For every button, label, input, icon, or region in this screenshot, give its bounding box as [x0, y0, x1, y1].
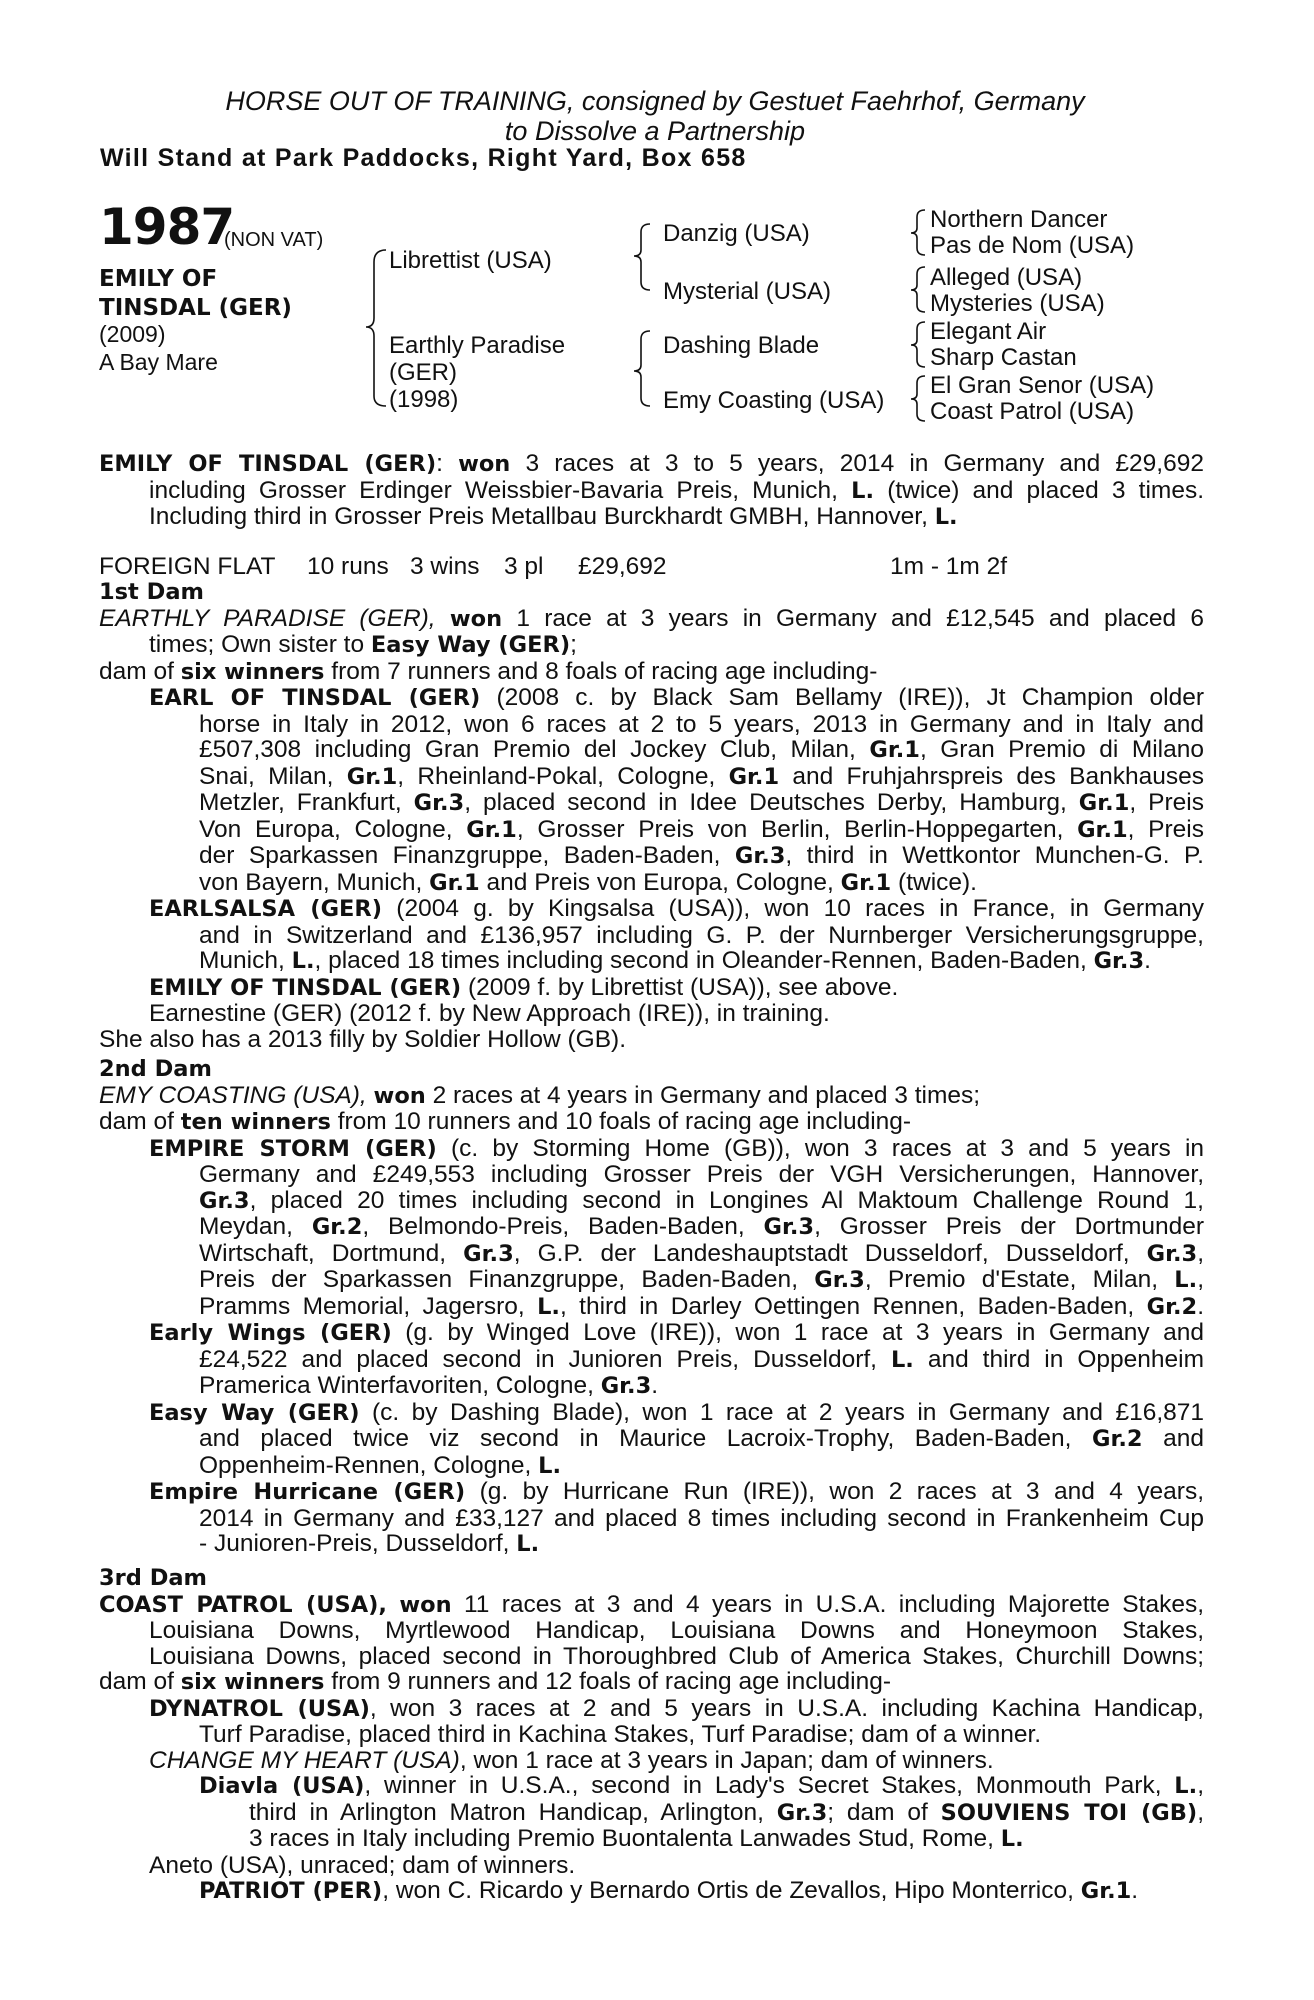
- group-mark: Gr.1: [1080, 1878, 1132, 1904]
- won-label: won: [458, 451, 511, 477]
- produce-line: [99, 1373, 1204, 1400]
- dam-line: [99, 606, 1204, 633]
- produce-line: Aneto (USA), unraced; dam of winners.: [149, 1851, 576, 1879]
- produce-text: £507,308 including Gran Premio del Jockey Club, Milan,: [199, 736, 856, 763]
- group-mark: Gr.1: [728, 763, 780, 790]
- brace-gen2-bottom: [634, 331, 650, 406]
- produce-name: EARL OF TINSDAL (GER): [149, 685, 481, 711]
- brace-gen1: [366, 250, 386, 406]
- dam-text: from 9 runners and 12 foals of racing age including-: [331, 1668, 892, 1695]
- produce-line: [99, 896, 1204, 923]
- produce-line: [99, 1800, 1204, 1827]
- listed-mark: L.: [890, 1346, 914, 1373]
- produce-text: , third in Darley Oettingen Rennen, Baden-Baden,: [559, 1292, 1135, 1320]
- produce-name: EARLSALSA (GER): [149, 896, 383, 922]
- listed-mark: L.: [1174, 1773, 1198, 1799]
- produce-text: Oppenheim-Rennen, Cologne,: [199, 1451, 532, 1479]
- pedigree-sire-sire: Danzig (USA): [663, 220, 810, 247]
- winners-count: six winners: [180, 1669, 325, 1695]
- produce-name: SOUVIENS TOI (GB): [940, 1799, 1198, 1826]
- header-partnership: to Dissolve a Partnership: [504, 116, 806, 146]
- produce-line: [99, 975, 1204, 1002]
- produce-text: Wirtschaft, Dortmund,: [199, 1239, 447, 1267]
- section-title: 1st Dam: [99, 579, 204, 605]
- dam-text: dam of: [99, 1668, 174, 1695]
- record-text: Including third in Grosser Preis Metallbau Burckhardt GMBH, Hannover,: [149, 503, 928, 530]
- pedigree-dam-line3: (1998): [389, 386, 459, 413]
- dam-line: [99, 1083, 1204, 1110]
- produce-line: [99, 1479, 1204, 1506]
- brace-gen3-d: [911, 376, 925, 421]
- dam-line: [99, 659, 1204, 686]
- dam-line: [99, 1592, 1204, 1619]
- dam-text: times; Own sister to: [149, 631, 365, 658]
- produce-text: (2008 c. by Black Sam Bellamy (IRE)), Jt Champion older: [496, 684, 1204, 711]
- produce-text: (twice).: [898, 868, 977, 896]
- produce-text: , won 1 race at 3 years in Japan; dam of winners.: [459, 1746, 994, 1774]
- produce-text: Pramms Memorial, Jagersro,: [199, 1292, 525, 1320]
- produce-name: EMPIRE STORM (GER): [149, 1135, 437, 1162]
- produce-line: [99, 817, 1204, 844]
- produce-text: ,: [1197, 1239, 1205, 1267]
- brace-gen3-c: [911, 322, 925, 367]
- dam-text: 2 races at 4 years in Germany and placed 3 times;: [432, 1081, 981, 1109]
- produce-line: [99, 1531, 1204, 1558]
- produce-text: , Grosser Preis von Berlin, Berlin-Hoppegarten,: [516, 815, 1064, 843]
- produce-line: [99, 1294, 1204, 1321]
- produce-text: Munich,: [199, 947, 285, 974]
- form-line: [99, 554, 1204, 580]
- brace-gen3-a: [911, 210, 925, 255]
- group-mark: Gr.1: [346, 763, 398, 790]
- dam-line: [99, 1109, 1204, 1136]
- produce-text: .: [1144, 947, 1151, 974]
- group-mark: Gr.3: [734, 843, 786, 869]
- produce-line: [99, 737, 1204, 764]
- form-runs: 10 runs: [307, 553, 389, 580]
- record-line: [99, 504, 1204, 531]
- produce-text: (g. by Hurricane Run (IRE)), won 2 races at 3 and 4 years,: [479, 1478, 1205, 1505]
- pedigree-dam-dam: Emy Coasting (USA): [663, 387, 885, 414]
- produce-text: 3 races in Italy including Premio Buontalenta Lanwades Stud, Rome,: [249, 1825, 994, 1852]
- produce-text: (2009 f. by Librettist (USA)), see above.: [467, 973, 899, 1001]
- second-dam-section: [99, 1057, 1204, 1558]
- pedigree-sire: Librettist (USA): [389, 247, 552, 274]
- listed-mark: L.: [1000, 1826, 1024, 1852]
- vat-status: (NON VAT): [224, 229, 324, 251]
- produce-line: [99, 1453, 1204, 1480]
- horse-name-line2: TINSDAL (GER): [99, 295, 292, 321]
- pedigree-gen3-5: Elegant Air: [930, 318, 1047, 345]
- pedigree-dam-line1: Earthly Paradise: [389, 332, 566, 359]
- produce-line: [99, 843, 1204, 870]
- pedigree-dam-line2: (GER): [389, 359, 457, 386]
- produce-text: , Rheinland-Pokal, Cologne,: [397, 762, 716, 790]
- form-label: FOREIGN FLAT: [99, 553, 276, 580]
- produce-line: [99, 1136, 1204, 1163]
- produce-text: .: [1197, 1292, 1205, 1320]
- produce-text: Von Europa, Cologne,: [199, 815, 453, 843]
- produce-text: Snai, Milan,: [199, 762, 334, 790]
- group-mark: Gr.3: [413, 790, 465, 816]
- dam-text: from 7 runners and 8 foals of racing age including-: [331, 657, 878, 685]
- produce-line: [99, 948, 1204, 975]
- horse-name-line1: EMILY OF: [99, 266, 218, 292]
- produce-text: von Bayern, Munich,: [199, 868, 423, 896]
- produce-name: EMILY OF TINSDAL (GER): [149, 974, 462, 1001]
- produce-text: (c. by Dashing Blade), won 1 race at 2 years in Germany and £16,871: [371, 1398, 1205, 1426]
- produce-text: (g. by Winged Love (IRE)), won 1 race at 3 years in Germany and: [405, 1319, 1204, 1346]
- horse-description: A Bay Mare: [99, 349, 218, 375]
- produce-line: Turf Paradise, placed third in Kachina Stakes, Turf Paradise; dam of a winner.: [199, 1721, 1042, 1748]
- produce-line: and in Switzerland and £136,957 including G. P. der Nurnberger Versicherungsgruppe,: [199, 921, 1204, 949]
- group-mark: Gr.2: [311, 1214, 363, 1240]
- produce-text: £24,522 and placed second in Junioren Preis, Dusseldorf,: [199, 1345, 877, 1373]
- produce-text: Pramerica Winterfavoriten, Cologne,: [199, 1372, 594, 1399]
- produce-text: , won C. Ricardo y Bernardo Ortis de Zevallos, Hipo Monterrico,: [382, 1877, 1074, 1904]
- produce-line: [99, 1214, 1204, 1241]
- pedigree-gen3-1: Northern Dancer: [930, 206, 1108, 233]
- produce-name: Easy Way (GER): [149, 1399, 360, 1426]
- produce-text: (2004 g. by Kingsalsa (USA)), won 10 races in France, in Germany: [396, 895, 1204, 922]
- produce-text: - Junioren-Preis, Dusseldorf,: [199, 1530, 510, 1557]
- dam-name: EMY COASTING (USA),: [99, 1081, 367, 1109]
- dam-line: [99, 1669, 1204, 1696]
- produce-text: .: [651, 1372, 659, 1399]
- produce-line: 2014 in Germany and £33,127 and placed 8 times including second in Frankenheim Cup: [199, 1504, 1204, 1532]
- group-mark: Gr.2: [1146, 1293, 1198, 1320]
- won-label: won: [373, 1082, 426, 1109]
- form-distance: 1m - 1m 2f: [890, 553, 1008, 580]
- produce-text: ,: [1197, 1798, 1204, 1826]
- produce-text: , Belmondo-Preis, Baden-Baden,: [362, 1213, 745, 1240]
- group-mark: Gr.1: [840, 869, 892, 896]
- record-line: EMILY OF TINSDAL (GER): won 3 races at 3 to 5 years, 2014 in Germany and £29,692: [99, 450, 1204, 477]
- horse-name-bold: EMILY OF TINSDAL (GER): [99, 451, 437, 477]
- produce-text: and placed twice viz second in Maurice Lacroix-Trophy, Baden-Baden,: [199, 1425, 1072, 1452]
- pedigree-gen3-2: Pas de Nom (USA): [930, 232, 1135, 259]
- produce-line: [99, 1826, 1204, 1853]
- listed-mark: L.: [934, 504, 958, 530]
- produce-line: [99, 870, 1204, 897]
- produce-line: [99, 1267, 1204, 1294]
- winners-count: ten winners: [180, 1109, 331, 1135]
- group-mark: Gr.2: [1092, 1426, 1143, 1452]
- produce-text: , placed second in Idee Deutsches Derby, Hamburg,: [464, 789, 1067, 816]
- produce-text: Meydan,: [199, 1213, 293, 1240]
- produce-line: [99, 1748, 1204, 1774]
- produce-text: , placed 20 times including second in Longines Al Maktoum Challenge Round 1,: [249, 1186, 1204, 1214]
- dam-text: 1 race at 3 years in Germany and £12,545 and placed 6: [516, 604, 1205, 632]
- pedigree-gen3-4: Mysteries (USA): [930, 290, 1105, 317]
- produce-name: CHANGE MY HEART (USA): [149, 1746, 460, 1774]
- group-mark: Gr.1: [429, 869, 480, 896]
- produce-name: Early Wings (GER): [149, 1320, 392, 1346]
- dam-line: Louisiana Downs, Myrtlewood Handicap, Louisiana Downs and Honeymoon Stakes,: [149, 1617, 1204, 1644]
- header-consignor: HORSE OUT OF TRAINING, consigned by Gestuet Faehrhof, Germany: [225, 86, 1085, 116]
- produce-text: and third in Oppenheim: [927, 1345, 1204, 1373]
- form-wins: 3 wins: [410, 553, 480, 580]
- produce-text: , Grosser Preis der Dortmunder: [814, 1213, 1205, 1240]
- record-line: [99, 478, 1204, 505]
- produce-name: Diavla (USA): [199, 1773, 365, 1799]
- dam-name: EARTHLY PARADISE (GER),: [99, 604, 436, 632]
- winners-count: six winners: [180, 658, 325, 685]
- pedigree-gen3-6: Sharp Castan: [930, 344, 1077, 371]
- record-text: including Grosser Erdinger Weissbier-Bavaria Preis, Munich,: [149, 476, 838, 504]
- produce-text: , Gran Premio di Milano: [919, 736, 1205, 763]
- group-mark: Gr.3: [1093, 948, 1145, 974]
- produce-text: and: [1163, 1425, 1205, 1452]
- race-record: [99, 451, 1204, 531]
- produce-text: , Preis: [1127, 815, 1204, 843]
- won-label: won: [449, 605, 503, 632]
- pedigree-gen3-8: Coast Patrol (USA): [930, 398, 1135, 425]
- produce-line: Germany and £249,553 including Grosser Preis der VGH Versicherungen, Hannover,: [199, 1161, 1204, 1188]
- produce-line: [99, 1426, 1204, 1453]
- listed-mark: L.: [291, 948, 315, 974]
- produce-text: , Premio d'Estate, Milan,: [864, 1266, 1159, 1293]
- produce-text: ; dam of: [827, 1798, 928, 1826]
- produce-text: (c. by Storming Home (GB)), won 3 races at 3 and 5 years in: [450, 1134, 1205, 1162]
- foaling-year: (2009): [99, 321, 166, 347]
- produce-text: and Fruhjahrspreis des Bankhauses: [792, 762, 1204, 790]
- sibling-name: Easy Way (GER): [370, 632, 571, 658]
- group-mark: Gr.1: [466, 816, 517, 843]
- listed-mark: L.: [537, 1293, 560, 1320]
- listed-mark: L.: [1174, 1267, 1198, 1293]
- produce-line: [99, 1188, 1204, 1215]
- dam-line: [99, 632, 1204, 659]
- produce-line: [99, 685, 1204, 712]
- produce-name: Empire Hurricane (GER): [149, 1479, 466, 1505]
- section-title: 3rd Dam: [99, 1565, 207, 1591]
- first-dam-section: [99, 580, 1204, 1052]
- produce-line: [99, 790, 1204, 817]
- pedigree-gen3-7: El Gran Senor (USA): [930, 372, 1155, 399]
- group-mark: Gr.3: [199, 1187, 250, 1214]
- listed-mark: L.: [538, 1452, 562, 1479]
- pedigree-gen3-3: Alleged (USA): [930, 264, 1083, 291]
- produce-text: der Sparkassen Finanzgruppe, Baden-Baden,: [199, 842, 721, 869]
- produce-text: .: [1131, 1877, 1139, 1904]
- group-mark: Gr.3: [1146, 1240, 1198, 1267]
- produce-line: horse in Italy in 2012, won 6 races at 2 to 5 years, 2013 in Germany and in Italy and: [199, 710, 1204, 738]
- dam-line: Louisiana Downs, placed second in Thoroughbred Club of America Stakes, Churchill Downs;: [149, 1642, 1204, 1670]
- group-mark: Gr.1: [1078, 790, 1130, 816]
- produce-line: [99, 1773, 1204, 1800]
- record-text: (twice) and placed 3 times.: [887, 476, 1205, 504]
- produce-text: ,: [1197, 1266, 1204, 1293]
- brace-gen3-b: [911, 267, 925, 312]
- section-title: 2nd Dam: [99, 1056, 212, 1082]
- header-location: Will Stand at Park Paddocks, Right Yard, Box 658: [100, 144, 747, 172]
- group-mark: Gr.3: [463, 1240, 514, 1267]
- produce-text: third in Arlington Matron Handicap, Arlington,: [249, 1798, 764, 1826]
- produce-line: [99, 1400, 1204, 1427]
- produce-line: [99, 1878, 1204, 1905]
- dam-text: dam of: [99, 1108, 174, 1135]
- brace-gen2-top: [634, 224, 650, 290]
- produce-text: , won 3 races at 2 and 5 years in U.S.A. including Kachina Handicap,: [369, 1694, 1204, 1722]
- produce-line: [99, 1347, 1204, 1374]
- produce-text: , third in Wettkontor Munchen-G. P.: [785, 842, 1204, 869]
- group-mark: Gr.3: [776, 1799, 828, 1826]
- produce-line: [99, 1320, 1204, 1347]
- produce-text: ,: [1197, 1772, 1204, 1799]
- produce-text: , Preis: [1129, 789, 1205, 816]
- produce-text: , placed 18 times including second in Oleander-Rennen, Baden-Baden,: [314, 947, 1087, 974]
- lot-number: 1987: [99, 198, 235, 256]
- produce-text: , winner in U.S.A., second in Lady's Secret Stakes, Monmouth Park,: [364, 1772, 1162, 1799]
- produce-line: [99, 1241, 1204, 1268]
- group-mark: Gr.1: [869, 737, 920, 763]
- dam-text: 11 races at 3 and 4 years in U.S.A. including Majorette Stakes,: [463, 1590, 1205, 1618]
- won-label: won: [399, 1591, 452, 1618]
- group-mark: Gr.3: [814, 1267, 865, 1293]
- dam-text: ;: [570, 631, 577, 658]
- produce-line: [99, 764, 1204, 791]
- produce-name: DYNATROL (USA): [149, 1695, 370, 1722]
- dam-text: dam of: [99, 657, 174, 685]
- produce-text: Metzler, Frankfurt,: [199, 789, 402, 816]
- pedigree-dam-sire: Dashing Blade: [663, 332, 820, 359]
- produce-note: She also has a 2013 filly by Soldier Hollow (GB).: [99, 1025, 627, 1053]
- form-placed: 3 pl: [504, 553, 544, 580]
- listed-mark: L.: [516, 1531, 540, 1557]
- produce-line: [99, 1696, 1204, 1723]
- group-mark: Gr.3: [763, 1214, 815, 1240]
- pedigree-dam: [389, 332, 565, 413]
- dam-name: COAST PATROL (USA),: [99, 1591, 387, 1618]
- form-earnings: £29,692: [578, 553, 667, 580]
- produce-line: Earnestine (GER) (2012 f. by New Approach (IRE)), in training.: [149, 1000, 830, 1027]
- group-mark: Gr.1: [1077, 816, 1128, 843]
- produce-text: and Preis von Europa, Cologne,: [486, 868, 834, 896]
- group-mark: Gr.3: [600, 1373, 652, 1399]
- produce-text: Preis der Sparkassen Finanzgruppe, Baden-Baden,: [199, 1266, 798, 1293]
- pedigree-sire-dam: Mysterial (USA): [663, 278, 832, 305]
- produce-name: PATRIOT (PER): [199, 1878, 383, 1904]
- produce-text: , G.P. der Landeshauptstadt Dusseldorf, Dusseldorf,: [513, 1239, 1130, 1267]
- third-dam-section: [99, 1566, 1204, 1905]
- dam-text: from 10 runners and 10 foals of racing age including-: [337, 1108, 912, 1135]
- record-text: 3 races at 3 to 5 years, 2014 in Germany and £29,692: [525, 450, 1204, 477]
- listed-mark: L.: [851, 477, 875, 504]
